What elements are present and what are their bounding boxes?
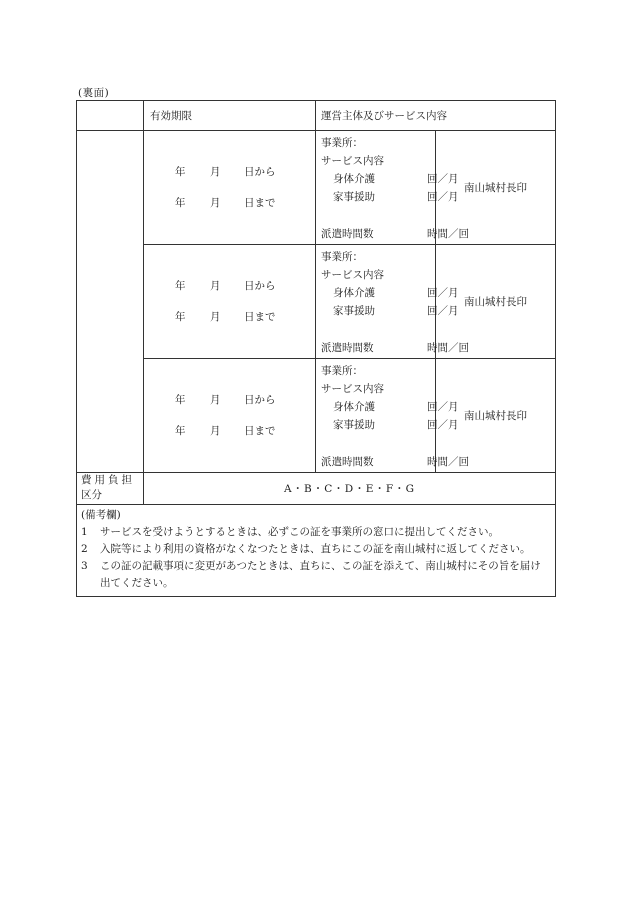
- dispatch-hours-unit: 時間／回: [427, 456, 469, 468]
- cost-burden-row: [77, 473, 556, 505]
- period-from-line: [144, 277, 315, 295]
- header-period: 有効期限: [144, 101, 316, 131]
- note-text: この証の記載事項に変更があつたときは、直ちに、この証を添えて、南山城村にその旨を届け出てください。: [100, 560, 541, 589]
- service-label: サービス内容: [321, 155, 384, 167]
- office-label: 事業所：: [321, 365, 363, 377]
- cost-burden-categories[interactable]: A・B・C・D・E・F・G: [144, 473, 556, 505]
- office-label: 事業所：: [321, 137, 363, 149]
- cost-burden-label-line2: 区分: [81, 489, 102, 501]
- left-blank-cell: [77, 131, 144, 473]
- service-label: サービス内容: [321, 383, 384, 395]
- note-item: [81, 541, 551, 558]
- housework-label: 家事援助: [333, 419, 375, 431]
- housework-unit: 回／月: [427, 419, 459, 431]
- period-from-year: 年: [175, 394, 186, 406]
- period-from-day: 日から: [244, 280, 276, 292]
- period-to-day: 日まで: [244, 425, 276, 437]
- period-to-day: 日まで: [244, 311, 276, 323]
- period-to-month: 月: [210, 425, 221, 437]
- service-content-cell[interactable]: [316, 359, 469, 473]
- physical-care-label: 身体介護: [333, 173, 375, 185]
- service-label: サービス内容: [321, 269, 384, 281]
- note-item: [81, 524, 551, 541]
- dispatch-hours-label: 派遣時間数: [321, 228, 374, 240]
- physical-care-unit: 回／月: [427, 401, 459, 413]
- period-to-day: 日まで: [244, 197, 276, 209]
- period-from-year: 年: [175, 166, 186, 178]
- note-number: 3: [81, 560, 88, 572]
- period-to-line: [144, 194, 315, 212]
- physical-care-unit: 回／月: [427, 173, 459, 185]
- period-to-month: 月: [210, 311, 221, 323]
- mayor-seal-cell: 南山城村長印: [436, 359, 556, 473]
- header-blank-cell: [77, 101, 144, 131]
- note-text: 入院等により利用の資格がなくなつたときは、直ちにこの証を南山城村に返してください。: [100, 543, 531, 555]
- page-label: (裏面): [78, 87, 110, 99]
- header-row: [77, 101, 556, 131]
- housework-unit: 回／月: [427, 305, 459, 317]
- entry-row: [77, 359, 556, 473]
- entry-row: [77, 131, 556, 245]
- period-to-year: 年: [175, 197, 186, 209]
- mayor-seal-cell: 南山城村長印: [436, 245, 556, 359]
- dispatch-hours-label: 派遣時間数: [321, 342, 374, 354]
- note-text: サービスを受けようとするときは、必ずこの証を事業所の窓口に提出してください。: [100, 526, 499, 538]
- entry-row: [77, 245, 556, 359]
- cost-burden-label: 費用負担: [81, 474, 135, 486]
- dispatch-hours-label: 派遣時間数: [321, 456, 374, 468]
- physical-care-label: 身体介護: [333, 287, 375, 299]
- housework-label: 家事援助: [333, 191, 375, 203]
- period-to-year: 年: [175, 311, 186, 323]
- period-to-line: [144, 422, 315, 440]
- housework-unit: 回／月: [427, 191, 459, 203]
- cost-burden-label-cell: [77, 473, 144, 505]
- period-to-year: 年: [175, 425, 186, 437]
- mayor-seal-cell: 南山城村長印: [436, 131, 556, 245]
- period-from-month: 月: [210, 166, 221, 178]
- note-number: 2: [81, 543, 88, 555]
- service-content-cell[interactable]: [316, 245, 469, 359]
- notes-row: [77, 505, 556, 597]
- period-from-day: 日から: [244, 394, 276, 406]
- note-number: 1: [81, 526, 88, 538]
- service-content-cell[interactable]: [316, 131, 469, 245]
- validity-period-cell[interactable]: [144, 245, 316, 359]
- office-label: 事業所：: [321, 251, 363, 263]
- period-from-month: 月: [210, 280, 221, 292]
- period-from-line: [144, 163, 315, 181]
- period-from-year: 年: [175, 280, 186, 292]
- notes-cell: [77, 505, 556, 597]
- dispatch-hours-unit: 時間／回: [427, 228, 469, 240]
- validity-period-cell[interactable]: [144, 131, 316, 245]
- period-to-month: 月: [210, 197, 221, 209]
- physical-care-unit: 回／月: [427, 287, 459, 299]
- period-from-day: 日から: [244, 166, 276, 178]
- period-from-line: [144, 391, 315, 409]
- dispatch-hours-unit: 時間／回: [427, 342, 469, 354]
- validity-period-cell[interactable]: [144, 359, 316, 473]
- housework-label: 家事援助: [333, 305, 375, 317]
- physical-care-label: 身体介護: [333, 401, 375, 413]
- certificate-back-table: [76, 100, 556, 597]
- notes-title: (備考欄): [81, 509, 121, 521]
- period-to-line: [144, 308, 315, 326]
- note-item: [81, 558, 551, 592]
- period-from-month: 月: [210, 394, 221, 406]
- header-service: 運営主体及びサービス内容: [316, 101, 556, 131]
